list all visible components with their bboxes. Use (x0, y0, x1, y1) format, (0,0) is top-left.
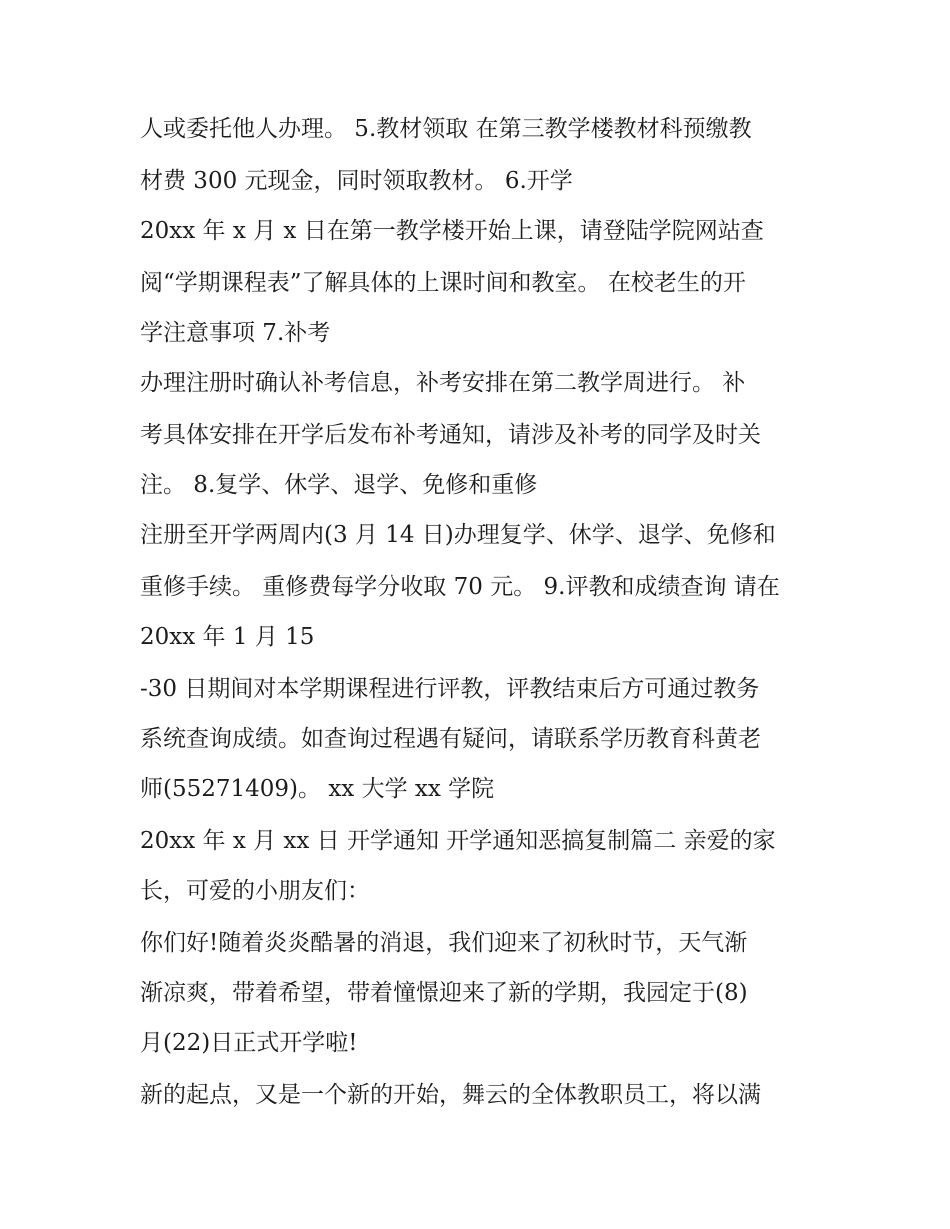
text-line: 渐凉爽，带着希望，带着憧憬迎来了新的学期，我园定于(8) (140, 980, 748, 1006)
text-line: 考具体安排在开学后发布补考通知，请涉及补考的同学及时关 (140, 422, 761, 448)
text-line: 人或委托他人办理。 5.教材领取 在第三教学楼教材科预缴教 (140, 116, 752, 142)
text-line: 学注意事项 7.补考 (140, 320, 331, 346)
text-line: 月(22)日正式开学啦! (140, 1030, 358, 1056)
text-line: 20xx 年 1 月 15 (140, 624, 315, 650)
text-line: 重修手续。 重修费每学分收取 70 元。 9.评教和成绩查询 请在 (140, 574, 780, 600)
text-line: 办理注册时确认补考信息，补考安排在第二教学周进行。 补 (140, 370, 746, 396)
text-line: 阅“学期课程表”了解具体的上课时间和教室。 在校老生的开 (140, 270, 746, 296)
text-line: -30 日期间对本学期课程进行评教，评教结束后方可通过教务 (140, 676, 760, 702)
text-line: 你们好!随着炎炎酷暑的消退，我们迎来了初秋时节，天气渐 (140, 930, 748, 956)
text-line: 师(55271409)。 xx 大学 xx 学院 (140, 776, 495, 802)
text-line: 注册至开学两周内(3 月 14 日)办理复学、休学、退学、免修和 (140, 522, 776, 548)
text-line: 20xx 年 x 月 x 日在第一教学楼开始上课，请登陆学院网站查 (140, 218, 764, 244)
text-line: 新的起点，又是一个新的开始，舞云的全体教职员工，将以满 (140, 1082, 761, 1108)
text-line: 长，可爱的小朋友们： (140, 878, 370, 904)
text-line: 注。 8.复学、休学、退学、免修和重修 (140, 472, 538, 498)
text-line: 20xx 年 x 月 xx 日 开学通知 开学通知恶搞复制篇二 亲爱的家 (140, 828, 776, 854)
text-line: 系统查询成绩。如查询过程遇有疑问，请联系学历教育科黄老 (140, 726, 761, 752)
text-line: 材费 300 元现金，同时领取教材。 6.开学 (140, 168, 573, 194)
